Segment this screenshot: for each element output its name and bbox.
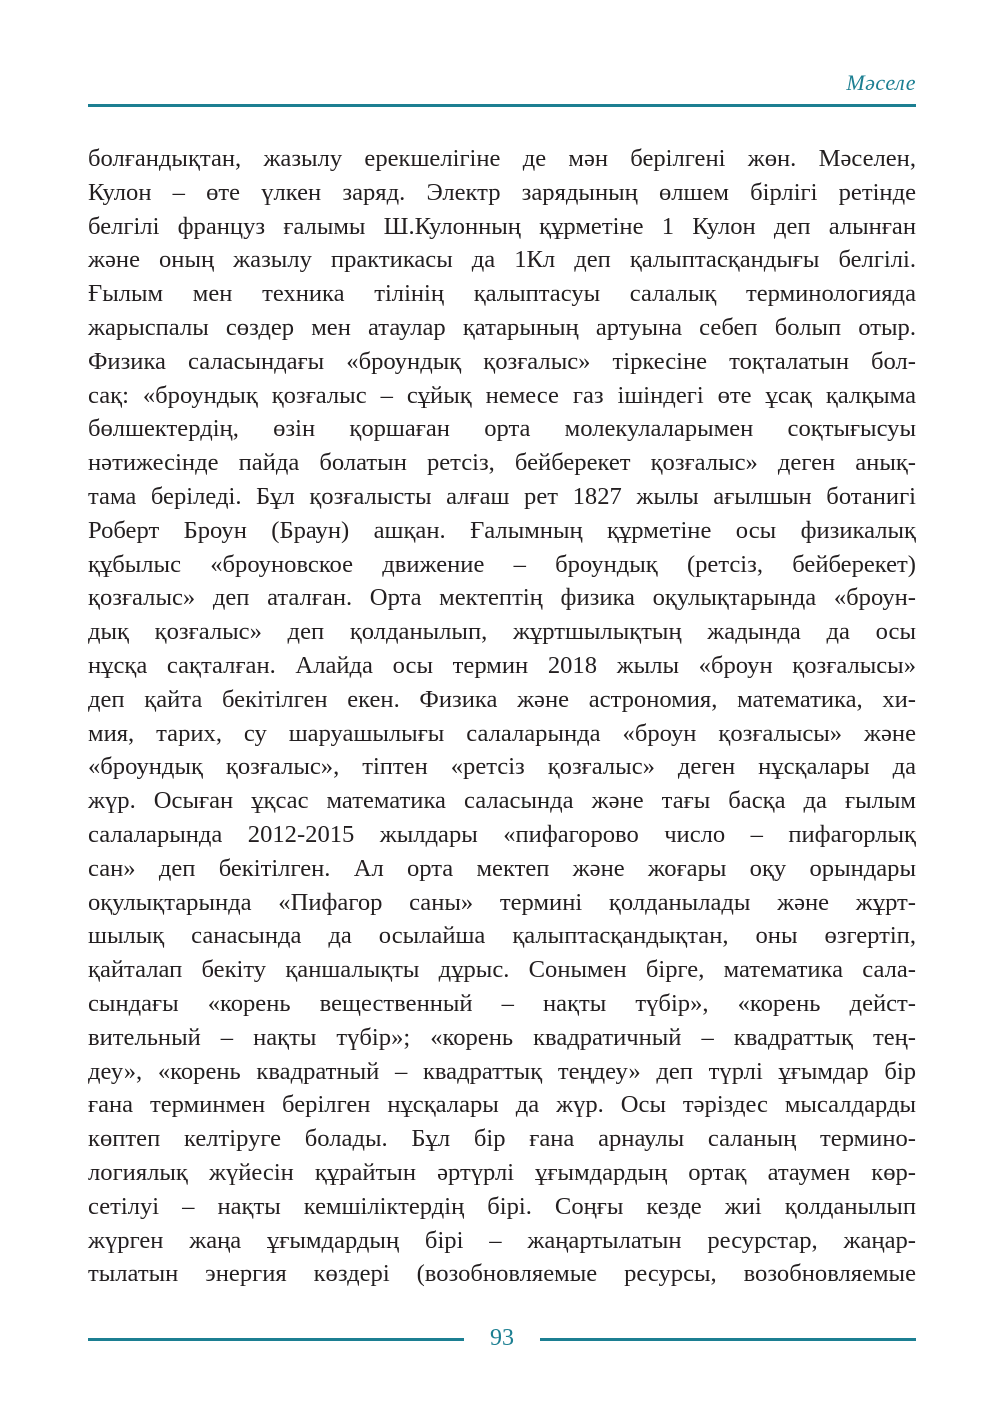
text-line: жарыспалы сөздер мен атаулар қатарының артуына себеп болып отыр. <box>88 313 916 341</box>
text-line: сақ: «броундық қозғалыс – сұйық немесе газ ішіндегі өте ұсақ қалқыма <box>88 381 916 409</box>
text-line: шылық санасында да осылайша қалыптасқандықтан, оны өзгертіп, <box>88 922 916 950</box>
text-line: нұсқа сақталған. Алайда осы термин 2018 жылы «броун қозғалысы» <box>88 651 916 679</box>
header-rule <box>88 104 916 107</box>
text-line: ғана терминмен берілген нұсқалары да жүр. Осы тәріздес мысалдарды <box>88 1091 916 1119</box>
text-line: оқулықтарында «Пифагор саны» термині қолданылады және жұрт- <box>88 888 916 916</box>
footer-rule-right <box>540 1338 916 1341</box>
text-line: сетілуі – нақты кемшіліктердің бірі. Соңғы кезде жиі қолданылып <box>88 1192 916 1220</box>
text-line: деп қайта бекітілген екен. Физика және астрономия, математика, хи- <box>88 685 916 713</box>
text-line: тама беріледі. Бұл қозғалысты алғаш рет 1827 жылы ағылшын ботанигі <box>88 482 916 510</box>
text-line: нәтижесінде пайда болатын ретсіз, бейберекет қозғалыс» деген анық- <box>88 449 916 477</box>
text-line: салаларында 2012-2015 жылдары «пифагорово число – пифагорлық <box>88 820 916 848</box>
text-line: дық қозғалыс» деп қолданылып, жұртшылықтың жадында да осы <box>88 618 916 646</box>
text-line: Кулон – өте үлкен заряд. Электр зарядының өлшем бірлігі ретінде <box>88 178 916 206</box>
text-line: қозғалыс» деп аталған. Орта мектептің физика оқулықтарында «броун- <box>88 584 916 612</box>
text-line: көптеп келтіруге болады. Бұл бір ғана арнаулы саланың термино- <box>88 1125 916 1153</box>
text-line: сындағы «корень вещественный – нақты түбір», «корень дейст- <box>88 989 916 1017</box>
text-line: Физика саласындағы «броундық қозғалыс» тіркесіне тоқталатын бол- <box>88 347 916 375</box>
text-line: сан» деп бекітілген. Ал орта мектеп және жоғары оқу орындары <box>88 854 916 882</box>
text-line: логиялық жүйесін құрайтын әртүрлі ұғымдардың ортақ атаумен көр- <box>88 1158 916 1186</box>
body-text <box>88 142 916 1291</box>
text-line: жүрген жаңа ұғымдардың бірі – жаңартылатын ресурстар, жаңар- <box>88 1226 916 1254</box>
text-line: Роберт Броун (Браун) ашқан. Ғалымның құрметіне осы физикалық <box>88 516 916 544</box>
text-line: белгілі француз ғалымы Ш.Кулонның құрметіне 1 Кулон деп алынған <box>88 212 916 240</box>
text-line: деу», «корень квадратный – квадраттық теңдеу» деп түрлі ұғымдар бір <box>88 1057 916 1085</box>
text-line: «броундық қозғалыс», тіптен «ретсіз қозғалыс» деген нұсқалары да <box>88 753 916 781</box>
text-line: болғандықтан, жазылу ерекшелігіне де мән берілгені жөн. Мәселен, <box>88 145 916 172</box>
text-line: құбылыс «броуновское движение – броундық (ретсіз, бейберекет) <box>88 550 916 578</box>
running-header-title: Мәселе <box>846 70 916 95</box>
text-line: вительный – нақты түбір»; «корень квадратичный – квадраттық тең- <box>88 1023 916 1051</box>
text-line: жүр. Осыған ұқсас математика саласында және тағы басқа да ғылым <box>88 787 916 815</box>
text-line: және оның жазылу практикасы да 1Кл деп қалыптасқандығы белгілі. <box>88 246 916 274</box>
text-line: Ғылым мен техника тілінің қалыптасуы салалық терминологияда <box>88 280 916 308</box>
page-number: 93 <box>490 1325 514 1351</box>
text-line: мия, тарих, су шаруашылығы салаларында «броун қозғалысы» және <box>88 719 916 747</box>
text-line: қайталап бекіту қаншалықты дұрыс. Сонымен бірге, математика сала- <box>88 956 916 984</box>
text-line: тылатын энергия көздері (возобновляемые ресурсы, возобновляемые <box>88 1260 916 1288</box>
text-line: бөлшектердің, өзін қоршаған орта молекулаларымен соқтығысуы <box>88 415 916 443</box>
footer-rule-left <box>88 1338 464 1341</box>
